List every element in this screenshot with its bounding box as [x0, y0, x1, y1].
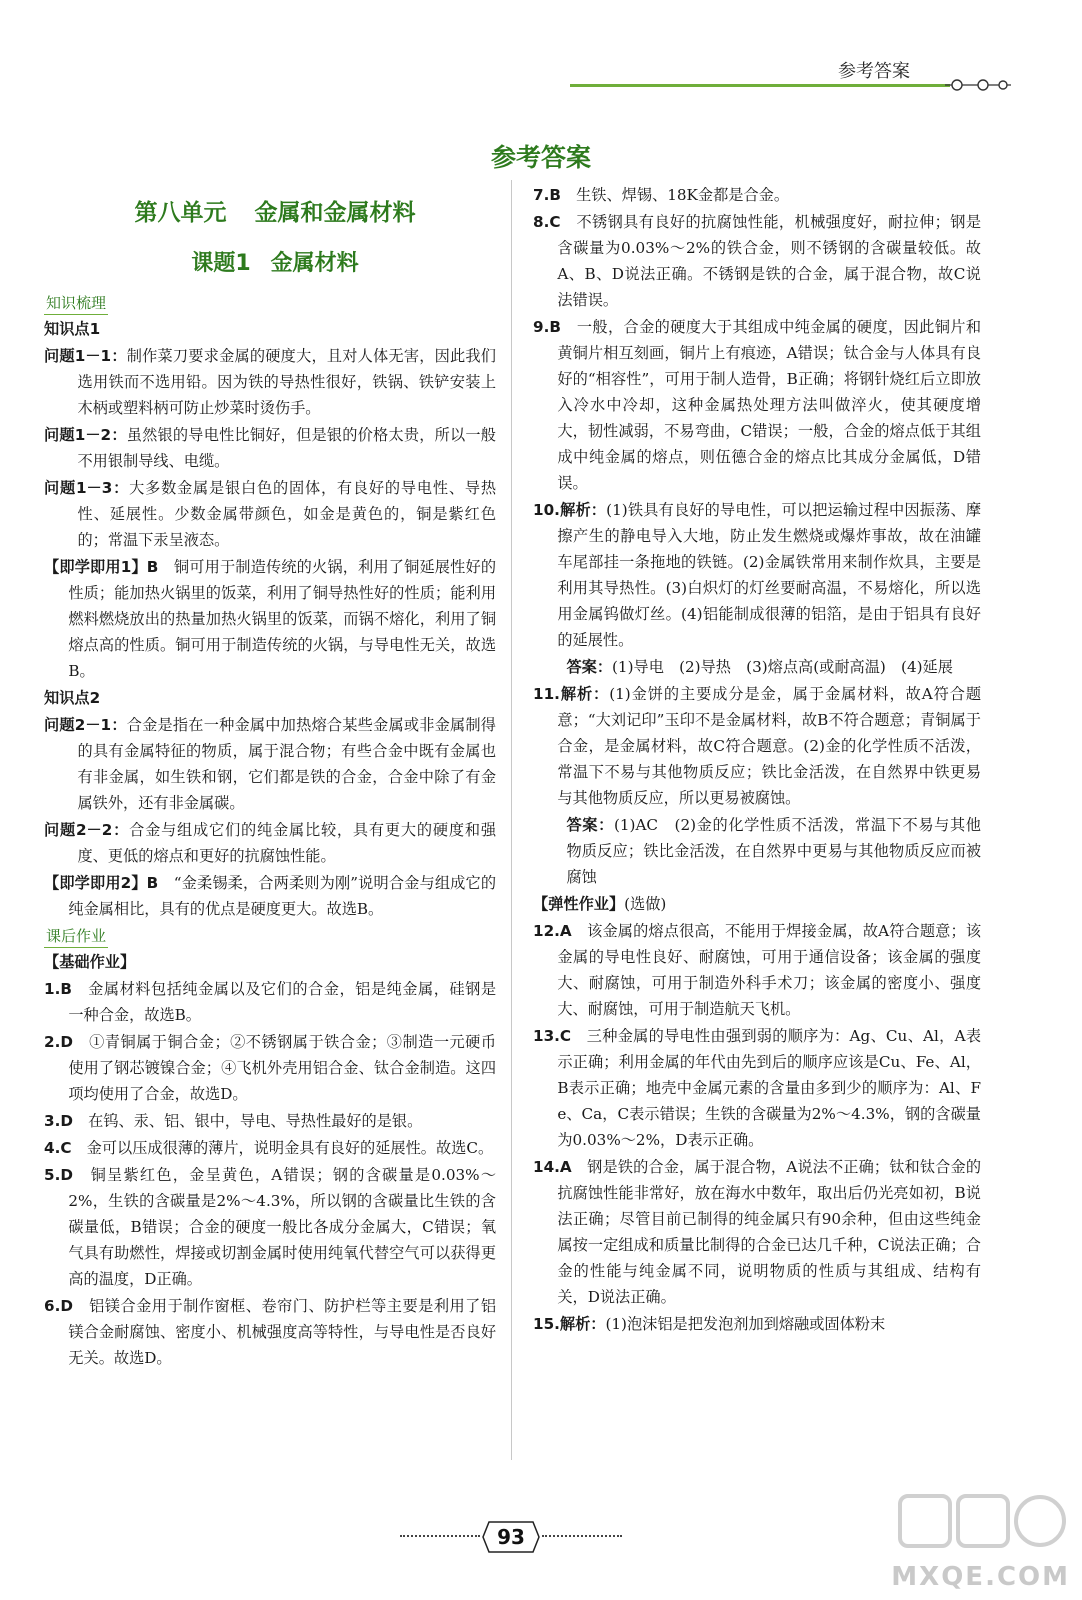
answer-label: 5.D	[44, 1166, 73, 1184]
knowledge-point-2: 知识点2	[44, 689, 101, 707]
answer-label: 11.解析：	[533, 685, 610, 703]
question-1-3	[44, 475, 496, 553]
answer-label: 12.A	[533, 922, 572, 940]
header-rule	[570, 84, 950, 87]
question-label: 问题2－2：	[44, 821, 130, 839]
answer-12	[533, 918, 981, 1022]
answer-label: 7.B	[533, 186, 561, 204]
page-number-badge	[481, 1520, 541, 1554]
header-label: 参考答案	[838, 61, 910, 82]
answer-15	[533, 1311, 981, 1337]
footer-dots-right	[542, 1535, 622, 1539]
answer-text: 生铁、焊锡、18K金都是合金。	[576, 186, 790, 204]
answer-text: 一般，合金的硬度大于其组成中纯金属的硬度，因此铜片和黄铜片相互刻画，铜片上有痕迹，A错误；钛合金与人体具有良好的“相容性”，可用于制人造骨，B正确；将钢针烧红后立即放入冷水中冷却，这种金属热处理方法叫做淬火，使其硬度增大，韧性减弱，不易弯曲，C错误；一般，合金的熔点低于其组成中纯金属的熔点，则伍德合金的熔点比其成分金属低，D错误。	[557, 318, 982, 492]
answer-label: 6.D	[44, 1297, 73, 1315]
answer-4	[44, 1135, 496, 1161]
question-text: 虽然银的导电性比铜好，但是银的价格太贵，所以一般不用银制导线、电缆。	[77, 426, 496, 470]
answer-text: 金可以压成很薄的薄片，说明金具有良好的延展性。故选C。	[86, 1139, 494, 1157]
answer-label: 3.D	[44, 1112, 73, 1130]
answer-1	[44, 976, 496, 1028]
header-circles-ornament	[945, 76, 1011, 94]
answer-text: 钢是铁的合金，属于混合物，A说法不正确；钛和钛合金的抗腐蚀性能非常好，放在海水中数年，取出后仍光亮如初，B说法正确；尽管目前已制得的纯金属只有90余种，但由这些纯金属按一定组成和质量比制得的合金已达几千种，C说法正确；合金的性能与纯金属不同，说明物质的性质与其组成、结构有关，D说法正确。	[557, 1158, 982, 1306]
answer-text: 金属材料包括纯金属以及它们的合金，铝是纯金属，硅钢是一种合金，故选B。	[68, 980, 497, 1024]
answer-2	[44, 1029, 496, 1107]
question-label: 问题1－3：	[44, 479, 130, 497]
answer-10	[533, 497, 981, 653]
question-label: 问题2－1：	[44, 716, 127, 734]
elastic-note: (选做)	[624, 895, 667, 913]
practice-label: 【即学即用2】B	[44, 874, 159, 892]
column-divider	[511, 180, 512, 1460]
answer-8	[533, 209, 981, 313]
lesson-number: 课题1	[191, 251, 251, 276]
answer-text: 在钨、汞、铝、银中，导电、导热性最好的是银。	[88, 1112, 423, 1130]
question-label: 问题1－2：	[44, 426, 127, 444]
lesson-title	[60, 246, 490, 277]
practice-label: 【即学即用1】B	[44, 558, 159, 576]
elastic-homework-heading	[533, 891, 981, 917]
unit-title	[60, 194, 490, 227]
answer-14	[533, 1154, 981, 1310]
answer-5	[44, 1162, 496, 1292]
answer-10-final	[533, 654, 981, 680]
answer-text: 三种金属的导电性由强到弱的顺序为：Ag、Cu、Al，A表示正确；利用金属的年代由先到后的顺序应该是Cu、Fe、Al，B表示正确；地壳中金属元素的含量由多到少的顺序为：Al、Fe、Ca，C表示错误；生铁的含碳量为2%～4.3%，钢的含碳量为0.03%～2%，D表示正确。	[557, 1027, 982, 1149]
practice-1	[44, 554, 496, 684]
answer-3	[44, 1108, 496, 1134]
answer-label: 15.解析：	[533, 1315, 606, 1333]
question-1-2	[44, 422, 496, 474]
answer-text: (1)铁具有良好的导电性，可以把运输过程中因振荡、摩擦产生的静电导入大地，防止发生燃烧或爆炸事故，故在油罐车尾部挂一条拖地的铁链。(2)金属铁常用来制作炊具，主要是利用其导热性。(3)白炽灯的灯丝要耐高温，不易熔化，所以选用金属钨做灯丝。(4)铝能制成很薄的铝箔，是由于铝具有良好的延展性。	[557, 501, 982, 649]
unit-number: 第八单元	[134, 200, 227, 226]
answer-11-final	[533, 812, 981, 890]
answer-text: ①青铜属于铜合金；②不锈钢属于铁合金；③制造一元硬币使用了钢芯镀镍合金；④飞机外壳用铝合金、钛合金制造。这四项均使用了合金，故选D。	[68, 1033, 497, 1103]
final-answer-text: (1)导电 (2)导热 (3)熔点高(或耐高温) (4)延展	[612, 658, 953, 676]
question-2-1	[44, 712, 496, 816]
answer-text: (1)金饼的主要成分是金，属于金属材料，故A符合题意；“大刘记印”玉印不是金属材料，故B不符合题意；青铜属于合金，是金属材料，故C符合题意。(2)金的化学性质不活泼，常温下不易与其他物质反应；铁比金活泼，在自然界中铁更易与其他物质反应，所以更易被腐蚀。	[557, 685, 982, 807]
section-heading-knowledge: 知识梳理	[44, 292, 108, 315]
answer-text: 铜呈紫红色，金呈黄色，A错误；钢的含碳量是0.03%～2%，生铁的含碳量是2%～4.3%，所以钢的含碳量比生铁的含碳量低，B错误；合金的硬度一般比各成分金属大，C错误；氧气具有助燃性，焊接或切割金属时使用纯氧代替空气可以获得更高的温度，D正确。	[68, 1166, 497, 1288]
practice-text: “金柔锡柔，合两柔则为刚”说明合金与组成它的纯金属相比，具有的优点是硬度更大。故选B。	[68, 874, 497, 918]
answer-11	[533, 681, 981, 811]
final-answer-label: 答案：	[566, 816, 614, 834]
answer-label: 4.C	[44, 1139, 72, 1157]
question-text: 合金是指在一种金属中加热熔合某些金属或非金属制得的具有金属特征的物质，属于混合物；有些合金中既有金属也有非金属，如生铁和钢，它们都是铁的合金，合金中除了有金属铁外，还有非金属碳。	[77, 716, 496, 812]
right-column	[533, 182, 981, 1338]
answer-9	[533, 314, 981, 496]
lesson-name: 金属材料	[270, 251, 359, 276]
answer-text: (1)泡沫铝是把发泡剂加到熔融或固体粉末	[605, 1315, 886, 1333]
answer-label: 2.D	[44, 1033, 73, 1051]
answer-13	[533, 1023, 981, 1153]
question-label: 问题1－1：	[44, 347, 127, 365]
page-title: 参考答案	[490, 143, 591, 172]
answer-label: 8.C	[533, 213, 561, 231]
footer-dots-left	[400, 1535, 480, 1539]
practice-2	[44, 870, 496, 922]
answer-label: 1.B	[44, 980, 72, 998]
unit-name: 金属和金属材料	[254, 200, 416, 226]
answer-6	[44, 1293, 496, 1371]
practice-text: 铜可用于制造传统的火锅，利用了铜延展性好的性质；能加热火锅里的饭菜，利用了铜导热性好的性质；能利用燃料燃烧放出的热量加热火锅里的饭菜，而锅不熔化，利用了铜熔点高的性质。铜可用于制造传统的火锅，与导电性无关，故选B。	[68, 558, 497, 680]
elastic-label: 【弹性作业】	[533, 895, 625, 913]
basic-homework-heading: 【基础作业】	[44, 953, 136, 971]
answer-label: 10.解析：	[533, 501, 607, 519]
answer-text: 该金属的熔点很高，不能用于焊接金属，故A符合题意；该金属的导电性良好、耐腐蚀，可用于通信设备；该金属的强度大、耐腐蚀，可用于制造外科手术刀；该金属的密度小、强度大、耐腐蚀，可用于制造航天飞机。	[557, 922, 982, 1018]
final-answer-label: 答案：	[566, 658, 612, 676]
answer-7	[533, 182, 981, 208]
final-answer-text: (1)AC (2)金的化学性质不活泼，常温下不易与其他物质反应；铁比金活泼，在自然界中更易与其他物质反应而被腐蚀	[566, 816, 981, 886]
page-number: 93	[497, 1525, 525, 1549]
answer-label: 14.A	[533, 1158, 572, 1176]
answer-text: 不锈钢具有良好的抗腐蚀性能，机械强度好，耐拉伸；钢是含碳量为0.03%～2%的铁合金，则不锈钢的含碳量较低。故A、B、D说法正确。不锈钢是铁的合金，属于混合物，故C说法错误。	[557, 213, 982, 309]
answer-label: 13.C	[533, 1027, 572, 1045]
knowledge-point-1: 知识点1	[44, 320, 101, 338]
left-column	[44, 290, 496, 1372]
question-text: 大多数金属是银白色的固体，有良好的导电性、导热性、延展性。少数金属带颜色，如金是黄色的，铜是紫红色的；常温下汞呈液态。	[77, 479, 497, 549]
watermark-text: MXQE.COM	[891, 1562, 1070, 1592]
question-1-1	[44, 343, 496, 421]
question-text: 制作菜刀要求金属的硬度大，且对人体无害，因此我们选用铁而不选用铅。因为铁的导热性很好，铁锅、铁铲安装上木柄或塑料柄可防止炒菜时烫伤手。	[77, 347, 496, 417]
question-text: 合金与组成它们的纯金属比较，具有更大的硬度和强度、更低的熔点和更好的抗腐蚀性能。	[77, 821, 497, 865]
answer-label: 9.B	[533, 318, 561, 336]
question-2-2	[44, 817, 496, 869]
answer-text: 铝镁合金用于制作窗框、卷帘门、防护栏等主要是利用了铝镁合金耐腐蚀、密度小、机械强度高等特性，与导电性是否良好无关。故选D。	[68, 1297, 497, 1367]
section-heading-homework: 课后作业	[44, 925, 108, 948]
